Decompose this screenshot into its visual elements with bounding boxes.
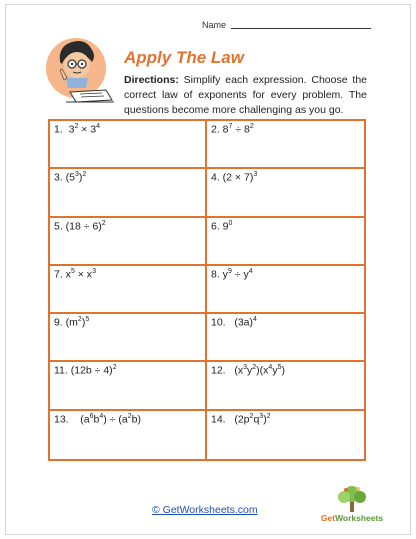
problem-10[interactable]: 10. $(3a)^4$ bbox=[207, 314, 364, 362]
name-field bbox=[202, 20, 371, 30]
getworksheets-link[interactable]: © GetWorksheets.com bbox=[152, 504, 258, 516]
name-label: Name bbox=[202, 20, 227, 30]
problem-3[interactable]: 3. $(5^3)^2$ bbox=[50, 169, 207, 217]
problem-7[interactable]: 7. $x^5 \times x^3$ bbox=[50, 266, 207, 314]
name-line[interactable] bbox=[231, 28, 371, 29]
problem-13[interactable]: 13. $(a^6b^4) \div (a^2b)$ bbox=[50, 411, 207, 459]
directions-text: Simplify each expression. Choose the correct law of exponents for every problem. The questions become more challenging as you go. bbox=[124, 74, 367, 116]
problem-11[interactable]: 11. $(12b \div 4)^2$ bbox=[50, 362, 207, 410]
directions bbox=[124, 73, 367, 118]
logo-text-right: Worksheets bbox=[335, 513, 384, 523]
logo-text bbox=[312, 513, 392, 523]
directions-label: Directions: bbox=[124, 74, 179, 86]
problem-5[interactable]: 5. $(18 \div 6)^2$ bbox=[50, 218, 207, 266]
tree-icon bbox=[312, 484, 392, 514]
problem-6[interactable]: 6. $9^0$ bbox=[207, 218, 364, 266]
problem-14[interactable]: 14. $(2p^2q^3)^2$ bbox=[211, 412, 271, 426]
logo-text-left: Get bbox=[320, 513, 336, 523]
problem-grid bbox=[48, 119, 366, 461]
worksheet-title: Apply The Law bbox=[124, 48, 244, 67]
problem-12[interactable]: 12. $(x^3y^2)(x^4y^5)$ bbox=[207, 362, 364, 410]
problem-1[interactable]: 1. $3^2 \times 3^4$ bbox=[50, 121, 207, 169]
problem-8[interactable]: 8. $y^9 \div y^4$ bbox=[207, 266, 364, 314]
problem-4[interactable]: 4. $(2 \times 7)^3$ bbox=[207, 169, 364, 217]
getworksheets-logo bbox=[312, 484, 392, 526]
student-illustration bbox=[46, 32, 114, 104]
problem-9[interactable]: 9. $(m^2)^5$ bbox=[50, 314, 207, 362]
problem-2[interactable]: 2. $8^7 \div 8^2$ bbox=[207, 121, 364, 169]
